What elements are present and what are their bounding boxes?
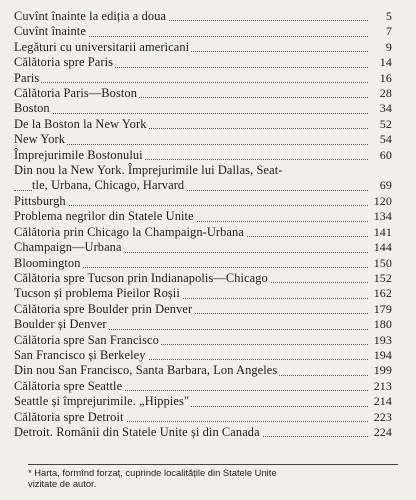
toc-entry-page: 214 [368,394,392,409]
dot-leader [14,113,370,114]
toc-entry [14,209,392,224]
toc-entry-title: Călătoria spre Detroit [14,409,124,424]
toc-entry-title: Bloomington [14,255,81,270]
toc-entry-title: Boulder și Denver [14,317,107,332]
toc-entry-title: Seattle și împrejurimile. „Hippies" [14,394,190,409]
toc-entry-page: 224 [368,425,392,440]
toc-entry-page: 69 [368,178,392,193]
toc-entry [14,194,392,209]
toc-entry-page: 141 [368,225,392,240]
dot-leader [14,144,370,145]
toc-entry [14,271,392,286]
toc-entry-page: 194 [368,348,392,363]
toc-entry-title: Boston [14,101,50,116]
toc-entry-title: Pittsburgh [14,193,66,208]
toc-entry-title: Champaign—Urbana [14,240,122,255]
toc-entry [14,256,392,271]
toc-entry [14,163,392,194]
toc-entry-page: 16 [368,71,392,86]
footnote [28,464,398,489]
toc-entry-page: 52 [368,117,392,132]
toc-entry-page: 54 [368,132,392,147]
toc-entry-title: De la Boston la New York [14,116,147,131]
toc-entry-page: 150 [368,256,392,271]
footnote-line: * Harta, formînd forzaț, cuprinde localitățile din Statele Unite [28,467,277,478]
toc-entry [14,286,392,301]
toc-entry-title: Împrejurimile Bostonului [14,147,143,162]
toc-entry-page: 199 [368,363,392,378]
toc-entry [14,240,392,255]
toc-entry [14,40,392,55]
table-of-contents [14,9,392,440]
toc-entry-page: 34 [368,101,392,116]
toc-entry [14,317,392,332]
toc-entry-page: 5 [368,9,392,24]
toc-entry-title: Călătoria spre Paris [14,55,114,70]
toc-entry-title: Călătoria spre Boulder prin Denver [14,301,193,316]
toc-entry-page: 179 [368,302,392,317]
toc-entry-title: Din nou la New York. Împrejurimile lui Dallas, Seat- [14,163,283,178]
toc-entry-title: Călătoria spre Tucson prin Indianapolis—Chicago [14,270,268,285]
toc-entry-page: 14 [368,55,392,70]
toc-entry-page: 9 [368,40,392,55]
toc-entry-title: Detroit. Românii din Statele Unite și din Canada [14,424,260,439]
toc-entry [14,379,392,394]
toc-entry-page: 60 [368,148,392,163]
toc-entry-title: Tucson și problema Pieilor Roșii [14,286,180,301]
toc-entry-page: 7 [368,24,392,39]
toc-entry-title: Paris [14,70,40,85]
toc-entry [14,132,392,147]
toc-entry-page: 28 [368,86,392,101]
toc-entry-title: Problema negrilor din Statele Unite [14,209,194,224]
toc-entry-title: Legături cu universitarii americani [14,39,190,54]
toc-entry [14,348,392,363]
toc-entry-title: Cuvînt înainte [14,24,86,39]
toc-entry-page: 213 [368,379,392,394]
toc-entry-page: 134 [368,209,392,224]
toc-entry [14,55,392,70]
toc-entry [14,363,392,378]
toc-entry-title: Călătoria spre San Francisco [14,332,159,347]
toc-entry-title: Călătoria Paris—Boston [14,86,137,101]
toc-entry [14,225,392,240]
toc-entry-page: 223 [368,410,392,425]
toc-entry-page: 193 [368,333,392,348]
toc-entry-title: Călătoria spre Seattle [14,378,123,393]
toc-entry-page: 144 [368,240,392,255]
dot-leader [14,82,370,83]
toc-entry [14,394,392,409]
toc-entry-title: Călătoria prin Chicago la Champaign-Urbana [14,224,244,239]
toc-entry-title: San Francisco și Berkeley [14,347,146,362]
toc-entry-title: Cuvînt înainte la ediția a doua [14,9,167,23]
toc-entry-title: Din nou San Francisco, Santa Barbara, Lon Angeles [14,363,278,378]
toc-entry [14,333,392,348]
toc-entry-title: New York [14,132,66,147]
toc-entry [14,9,392,24]
footnote-line: vizitate de autor. [28,477,97,489]
toc-entry-page: 120 [368,194,392,209]
toc-entry [14,148,392,163]
toc-entry [14,24,392,39]
toc-entry [14,410,392,425]
toc-entry [14,86,392,101]
toc-entry-page: 152 [368,271,392,286]
toc-entry [14,117,392,132]
toc-entry [14,425,392,440]
toc-entry-page: 162 [368,286,392,301]
toc-entry [14,302,392,317]
toc-entry-page: 180 [368,317,392,332]
toc-entry [14,101,392,116]
toc-entry [14,71,392,86]
toc-entry-title-continued: tle, Urbana, Chicago, Harvard [32,178,185,193]
